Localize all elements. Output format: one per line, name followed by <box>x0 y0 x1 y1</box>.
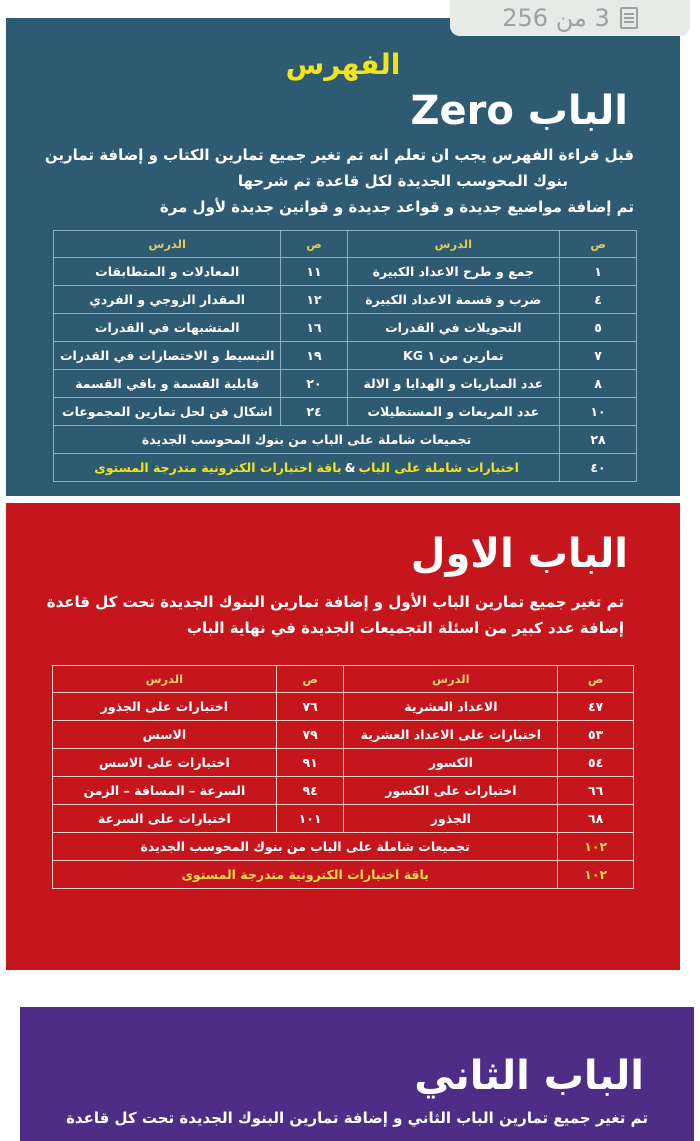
table-row <box>54 342 637 370</box>
chapter-one-index-table <box>52 665 634 889</box>
page-number: ٧٩ <box>276 721 344 749</box>
page-number: ٢٨ <box>560 426 637 454</box>
lesson-title: تجميعات شاملة على الباب من بنوك المحوسب الجديدة <box>53 833 558 861</box>
chapter-one-title: الباب الاول <box>410 531 628 577</box>
table-row <box>54 314 637 342</box>
lesson-title: باقة اختبارات الكترونية متدرجة المستوى <box>53 861 558 889</box>
page-number: ٦٨ <box>558 805 634 833</box>
lesson-title: اشكال فن لحل تمارين المجموعات <box>54 398 281 426</box>
table-row-summary <box>54 426 637 454</box>
header-page: ص <box>276 666 344 693</box>
table-row <box>53 777 634 805</box>
table-row-summary <box>53 833 634 861</box>
page-indicator-text: 3 من 256 <box>502 4 610 32</box>
page-number: ٥ <box>560 314 637 342</box>
table-row <box>54 286 637 314</box>
header-lesson: الدرس <box>347 231 560 258</box>
chapter-one-desc-line-1: تم تغير جميع تمارين الباب الأول و إضافة تمارين البنوك الجديدة تحت كل قاعدة <box>46 593 624 611</box>
page-number: ١٠٢ <box>558 833 634 861</box>
page-number: ٤٠ <box>560 454 637 482</box>
index-title: الفهرس <box>285 48 401 81</box>
page-number: ٤ <box>560 286 637 314</box>
chapter-one-section <box>6 503 680 970</box>
lesson-title: المقدار الزوجي و الفردي <box>54 286 281 314</box>
page-number: ١ <box>560 258 637 286</box>
page-number: ١٠١ <box>276 805 344 833</box>
lesson-title: الاعداد العشرية <box>344 693 558 721</box>
page-indicator <box>450 0 690 36</box>
lesson-title-part-b: باقة اختبارات الكترونية متدرجة المستوى <box>94 460 342 475</box>
chapter-two-desc-line-1: تم تغير جميع تمارين الباب الثاني و إضافة تمارين البنوك الجديدة تحت كل قاعدة <box>66 1109 648 1127</box>
page-number: ١٩ <box>281 342 347 370</box>
lesson-title: المتشبهات في القدرات <box>54 314 281 342</box>
table-row <box>54 258 637 286</box>
lesson-title: التبسيط و الاختصارات في القدرات <box>54 342 281 370</box>
page-number: ٢٠ <box>281 370 347 398</box>
page-number: ٨ <box>560 370 637 398</box>
document-pages-icon <box>620 7 638 29</box>
chapter-two-section <box>20 1007 694 1141</box>
page-number: ١٢ <box>281 286 347 314</box>
header-lesson: الدرس <box>344 666 558 693</box>
lesson-title: عدد المباريات و الهدايا و الالة <box>347 370 560 398</box>
lesson-title: تجميعات شاملة على الباب من بنوك المحوسب الجديدة <box>54 426 560 454</box>
page-number: ٩٤ <box>276 777 344 805</box>
chapter-zero-desc-line-3: تم إضافة مواضيع جديدة و قواعد جديدة و قوانين جديدة لأول مرة <box>159 198 634 216</box>
table-row <box>53 693 634 721</box>
chapter-zero-desc-line-1: قبل قراءة الفهرس يجب ان تعلم انه تم تغير جميع تمارين الكتاب و إضافة تمارين <box>44 146 634 164</box>
table-row <box>53 805 634 833</box>
table-header-row <box>54 231 637 258</box>
lesson-title <box>54 454 560 482</box>
lesson-title: الجذور <box>344 805 558 833</box>
page-number: ١٦ <box>281 314 347 342</box>
header-page: ص <box>558 666 634 693</box>
lesson-title: المعادلات و المتطابقات <box>54 258 281 286</box>
page-number: ٦٦ <box>558 777 634 805</box>
table-header-row <box>53 666 634 693</box>
lesson-title: تمارين من ١ KG <box>347 342 560 370</box>
header-lesson: الدرس <box>54 231 281 258</box>
ampersand: & <box>344 460 356 475</box>
lesson-title: اختبارات على الجذور <box>53 693 277 721</box>
chapter-zero-title: الباب Zero <box>410 88 628 134</box>
lesson-title: اختبارات على الكسور <box>344 777 558 805</box>
header-lesson: الدرس <box>53 666 277 693</box>
lesson-title: الكسور <box>344 749 558 777</box>
chapter-one-desc-line-2: إضافة عدد كبير من اسئلة التجميعات الجديدة في نهاية الباب <box>186 619 624 637</box>
table-row-summary <box>53 861 634 889</box>
page-number: ٥٤ <box>558 749 634 777</box>
lesson-title: السرعة – المسافة – الزمن <box>53 777 277 805</box>
page-number: ٤٧ <box>558 693 634 721</box>
page-number: ٧٦ <box>276 693 344 721</box>
lesson-title: عدد المربعات و المستطيلات <box>347 398 560 426</box>
table-row-summary <box>54 454 637 482</box>
lesson-title: الاسس <box>53 721 277 749</box>
lesson-title: التحويلات في القدرات <box>347 314 560 342</box>
header-page: ص <box>281 231 347 258</box>
lesson-title: اختبارات على الاسس <box>53 749 277 777</box>
page-number: ٩١ <box>276 749 344 777</box>
table-row <box>53 749 634 777</box>
lesson-title: اختبارات على الاعداد العشرية <box>344 721 558 749</box>
chapter-zero-section <box>6 18 680 496</box>
header-page: ص <box>560 231 637 258</box>
page-number: ١١ <box>281 258 347 286</box>
page-number: ٧ <box>560 342 637 370</box>
lesson-title: اختبارات على السرعة <box>53 805 277 833</box>
lesson-title-part-a: اختبارات شاملة على الباب <box>358 460 519 475</box>
page-number: ١٠ <box>560 398 637 426</box>
page-number: ١٠٢ <box>558 861 634 889</box>
chapter-zero-index-table <box>53 230 637 482</box>
lesson-title: ضرب و قسمة الاعداد الكبيرة <box>347 286 560 314</box>
chapter-two-title: الباب الثاني <box>414 1053 644 1099</box>
page-number: ٢٤ <box>281 398 347 426</box>
table-row <box>53 721 634 749</box>
page-number: ٥٣ <box>558 721 634 749</box>
lesson-title: جمع و طرح الاعداد الكبيرة <box>347 258 560 286</box>
table-row <box>54 370 637 398</box>
chapter-zero-desc-line-2: بنوك المحوسب الجديدة لكل قاعدة تم شرحها <box>237 172 568 190</box>
lesson-title: قابلية القسمة و باقي القسمة <box>54 370 281 398</box>
table-row <box>54 398 637 426</box>
